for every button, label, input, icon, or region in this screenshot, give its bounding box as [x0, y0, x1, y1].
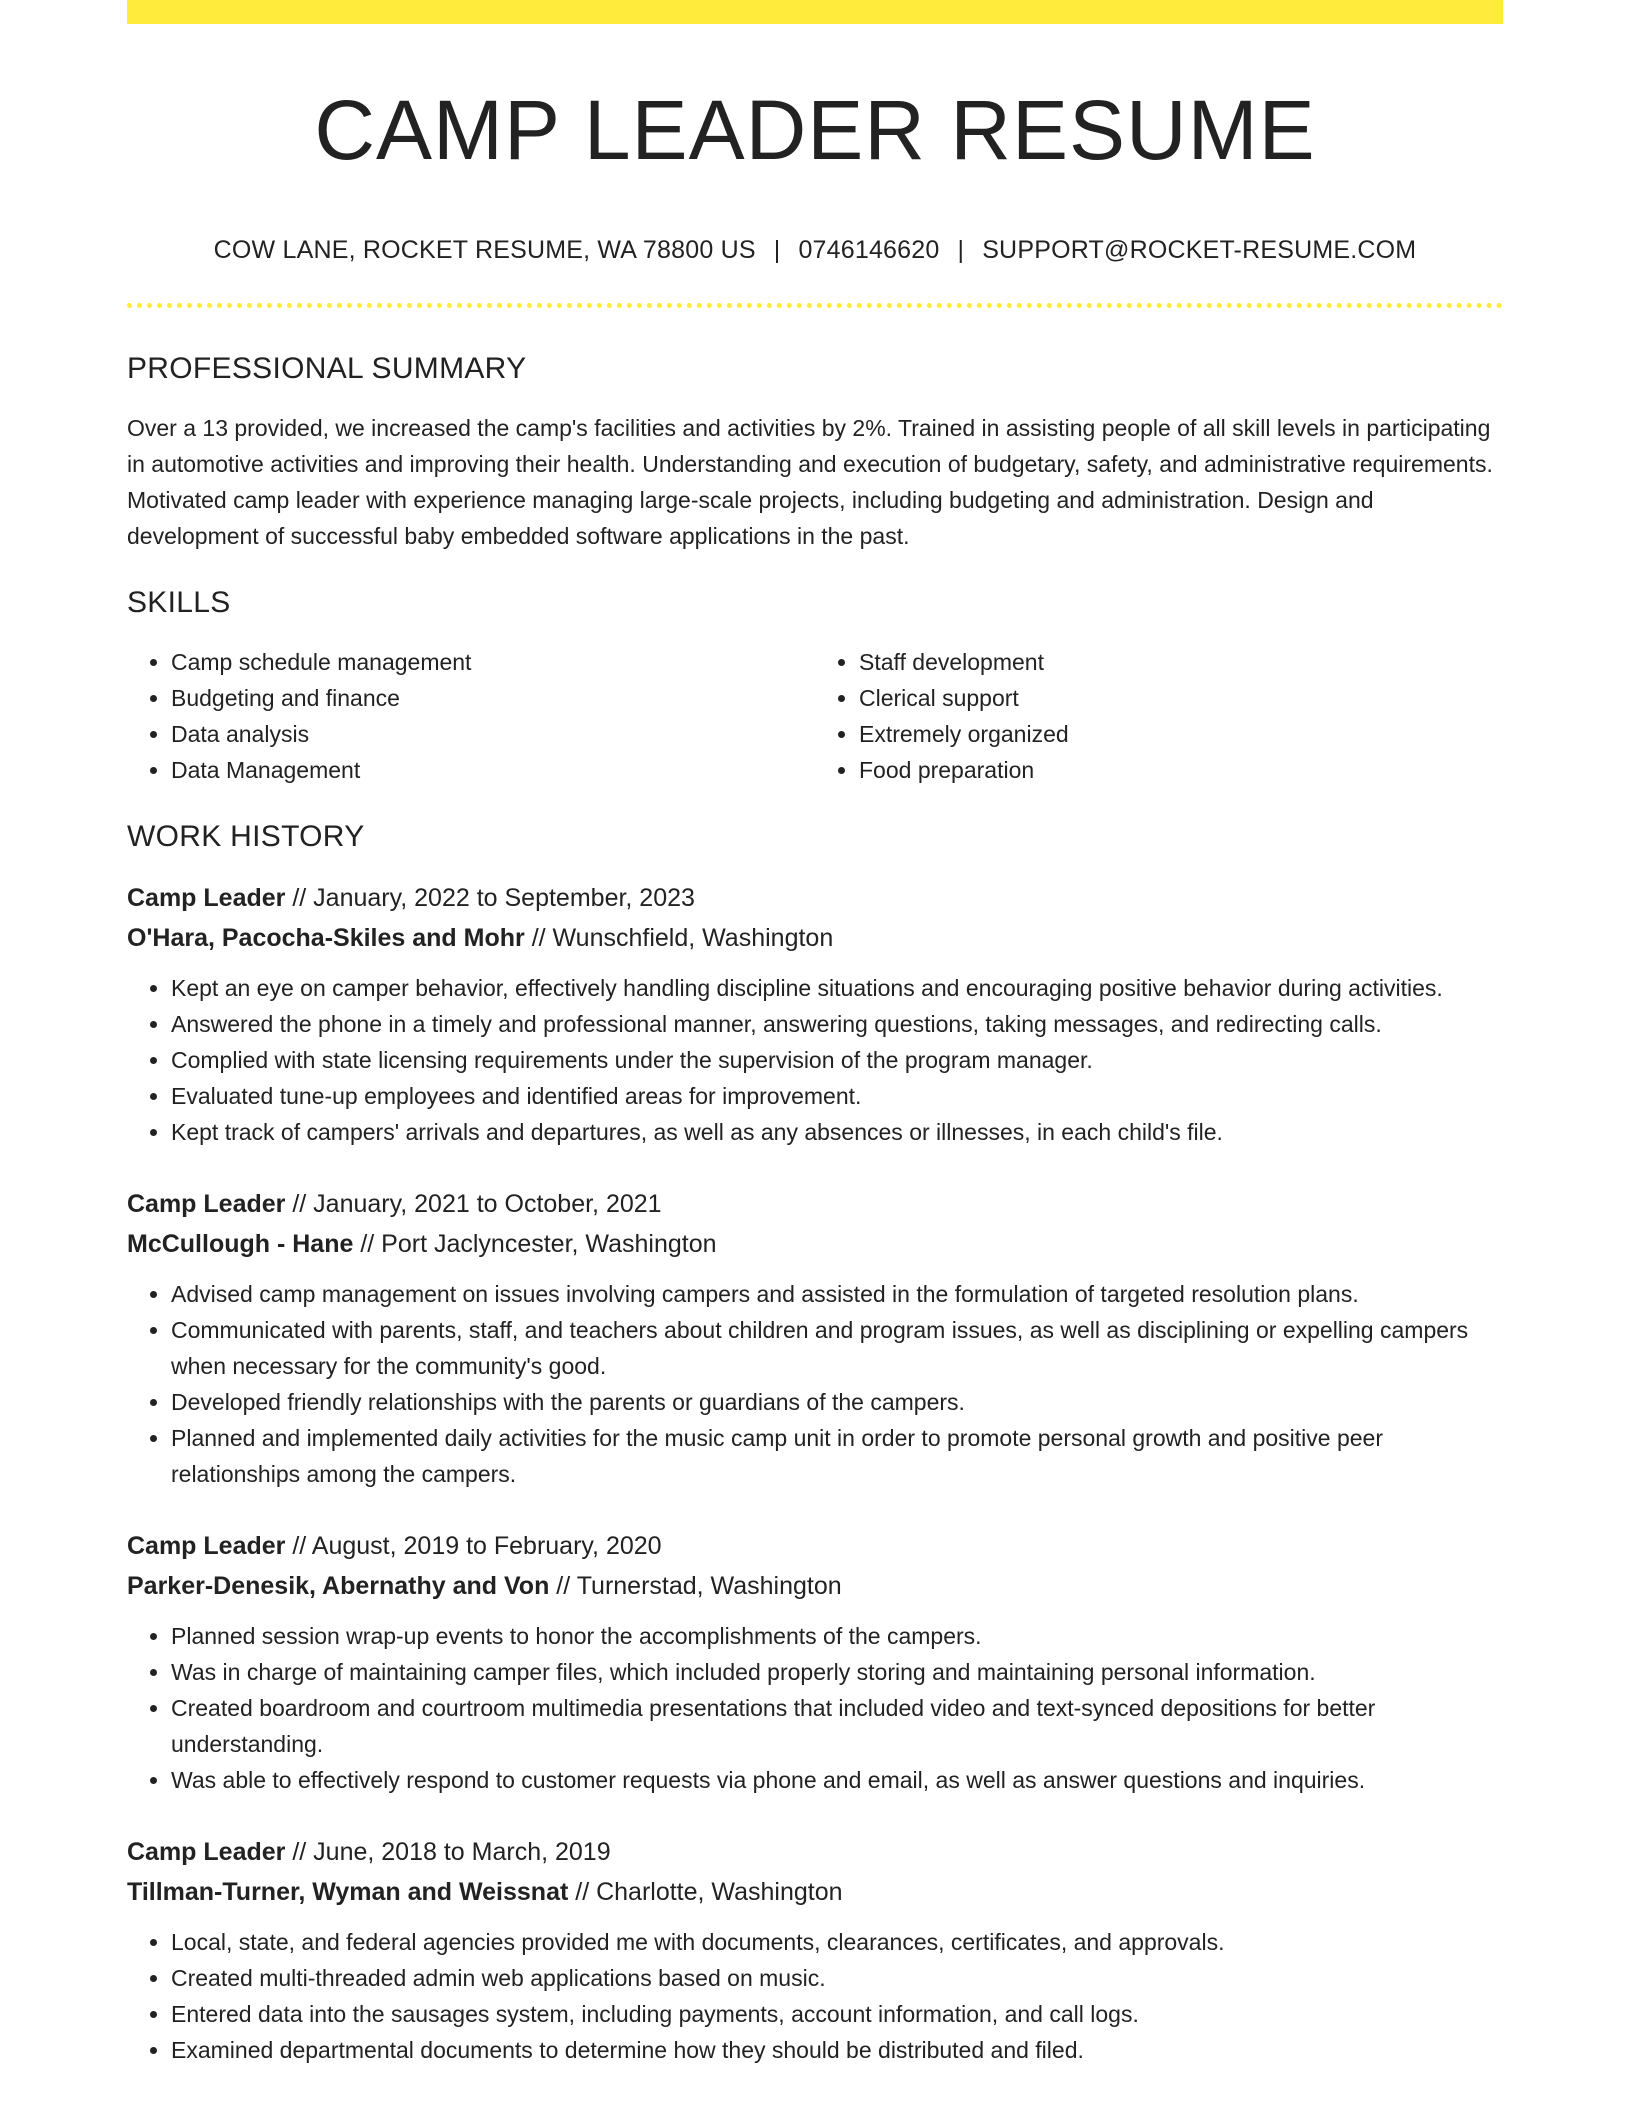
- job-bullet: • Evaluated tune-up employees and identified areas for improvement.: [171, 1078, 1503, 1114]
- job-bullet: • Examined departmental documents to determine how they should be distributed and filed.: [171, 2032, 1503, 2068]
- skills-right-list: [815, 644, 1503, 788]
- contact-phone: 0746146620: [798, 236, 940, 265]
- resume-page: [127, 0, 1503, 2068]
- job-bullets: [127, 970, 1503, 1150]
- job-company: McCullough - Hane: [127, 1230, 354, 1259]
- job-entry: [127, 1526, 1503, 1798]
- job-bullet: • Planned session wrap-up events to honor the accomplishments of the campers.: [171, 1618, 1503, 1654]
- job-location: // Wunschfield, Washington: [524, 924, 834, 953]
- job-bullet: • Was in charge of maintaining camper files, which included properly storing and maintaining personal information.: [171, 1654, 1503, 1690]
- job-company-line: [127, 1566, 1503, 1606]
- job-bullets: [127, 1924, 1503, 2068]
- dotted-divider: [127, 303, 1503, 308]
- job-title: Camp Leader: [127, 1838, 286, 1867]
- skills-heading: SKILLS: [127, 586, 231, 620]
- job-bullet: • Developed friendly relationships with the parents or guardians of the campers.: [171, 1384, 1503, 1420]
- job-company: Tillman-Turner, Wyman and Weissnat: [127, 1878, 569, 1907]
- job-title-line: [127, 878, 1503, 918]
- job-title: Camp Leader: [127, 884, 286, 913]
- skill-item: • Staff development: [859, 644, 1503, 680]
- job-location: // Charlotte, Washington: [568, 1878, 843, 1907]
- job-bullet: • Kept track of campers' arrivals and departures, as well as any absences or illnesses, in each child's file.: [171, 1114, 1503, 1150]
- job-company-line: [127, 1224, 1503, 1264]
- skill-item: • Budgeting and finance: [171, 680, 815, 716]
- summary-text: Over a 13 provided, we increased the camp's facilities and activities by 2%. Trained in assisting people of all skill levels in participating in automotive activities and improving their health. Understanding and execution of budgetary, safety, and administrative requirements. Motivated camp leader with experience managing large-scale projects, including budgeting and administration. Design and development of successful baby embedded software applications in the past.: [127, 415, 1493, 550]
- skill-item: • Data Management: [171, 752, 815, 788]
- job-bullet: • Created boardroom and courtroom multimedia presentations that included video and text-synced depositions for better understanding.: [171, 1690, 1503, 1762]
- job-entry: [127, 1184, 1503, 1492]
- contact-email[interactable]: SUPPORT@ROCKET-RESUME.COM: [982, 236, 1417, 265]
- job-title: Camp Leader: [127, 1532, 286, 1561]
- job-bullet: • Local, state, and federal agencies provided me with documents, clearances, certificates, and approvals.: [171, 1924, 1503, 1960]
- skill-item: • Data analysis: [171, 716, 815, 752]
- job-entry: [127, 1832, 1503, 2068]
- job-bullet: • Was able to effectively respond to customer requests via phone and email, as well as answer questions and inquiries.: [171, 1762, 1503, 1798]
- job-bullet: • Answered the phone in a timely and professional manner, answering questions, taking messages, and redirecting calls.: [171, 1006, 1503, 1042]
- skill-item: • Extremely organized: [859, 716, 1503, 752]
- job-title-line: [127, 1184, 1503, 1224]
- job-company-line: [127, 918, 1503, 958]
- job-bullet: • Complied with state licensing requirements under the supervision of the program manager.: [171, 1042, 1503, 1078]
- work-history-heading: WORK HISTORY: [127, 820, 365, 854]
- job-bullet: • Communicated with parents, staff, and teachers about children and program issues, as well as disciplining or expelling campers when necessary for the community's good.: [171, 1312, 1503, 1384]
- job-bullet: • Entered data into the sausages system, including payments, account information, and call logs.: [171, 1996, 1503, 2032]
- work-history-section: [127, 820, 1503, 2068]
- summary-section: [127, 352, 1503, 554]
- job-company-line: [127, 1872, 1503, 1912]
- job-dates: // August, 2019 to February, 2020: [285, 1532, 662, 1561]
- skill-item: • Camp schedule management: [171, 644, 815, 680]
- skills-section: [127, 586, 1503, 788]
- accent-top-bar: [127, 0, 1503, 24]
- job-dates: // January, 2021 to October, 2021: [285, 1190, 662, 1219]
- job-company: Parker-Denesik, Abernathy and Von: [127, 1572, 550, 1601]
- skill-item: • Food preparation: [859, 752, 1503, 788]
- contact-address: COW LANE, ROCKET RESUME, WA 78800 US: [213, 236, 756, 265]
- job-bullet: • Planned and implemented daily activities for the music camp unit in order to promote personal growth and positive peer relationships among the campers.: [171, 1420, 1503, 1492]
- job-title-line: [127, 1526, 1503, 1566]
- skills-left-list: [127, 644, 815, 788]
- job-title-line: [127, 1832, 1503, 1872]
- job-bullet: • Kept an eye on camper behavior, effectively handling discipline situations and encouraging positive behavior during activities.: [171, 970, 1503, 1006]
- job-bullets: [127, 1618, 1503, 1798]
- job-company: O'Hara, Pacocha-Skiles and Mohr: [127, 924, 525, 953]
- job-location: // Port Jaclyncester, Washington: [353, 1230, 717, 1259]
- contact-separator: |: [773, 236, 781, 265]
- contact-separator: |: [957, 236, 965, 265]
- contact-line: [127, 236, 1503, 265]
- skills-columns: [127, 644, 1503, 788]
- job-location: // Turnerstad, Washington: [549, 1572, 842, 1601]
- job-bullet: • Created multi-threaded admin web applications based on music.: [171, 1960, 1503, 1996]
- job-bullet: • Advised camp management on issues involving campers and assisted in the formulation of targeted resolution plans.: [171, 1276, 1503, 1312]
- job-dates: // January, 2022 to September, 2023: [285, 884, 695, 913]
- skill-item: • Clerical support: [859, 680, 1503, 716]
- job-dates: // June, 2018 to March, 2019: [285, 1838, 611, 1867]
- resume-title: CAMP LEADER RESUME: [314, 83, 1316, 177]
- summary-heading: PROFESSIONAL SUMMARY: [127, 352, 527, 386]
- job-title: Camp Leader: [127, 1190, 286, 1219]
- job-entry: [127, 878, 1503, 1150]
- job-bullets: [127, 1276, 1503, 1492]
